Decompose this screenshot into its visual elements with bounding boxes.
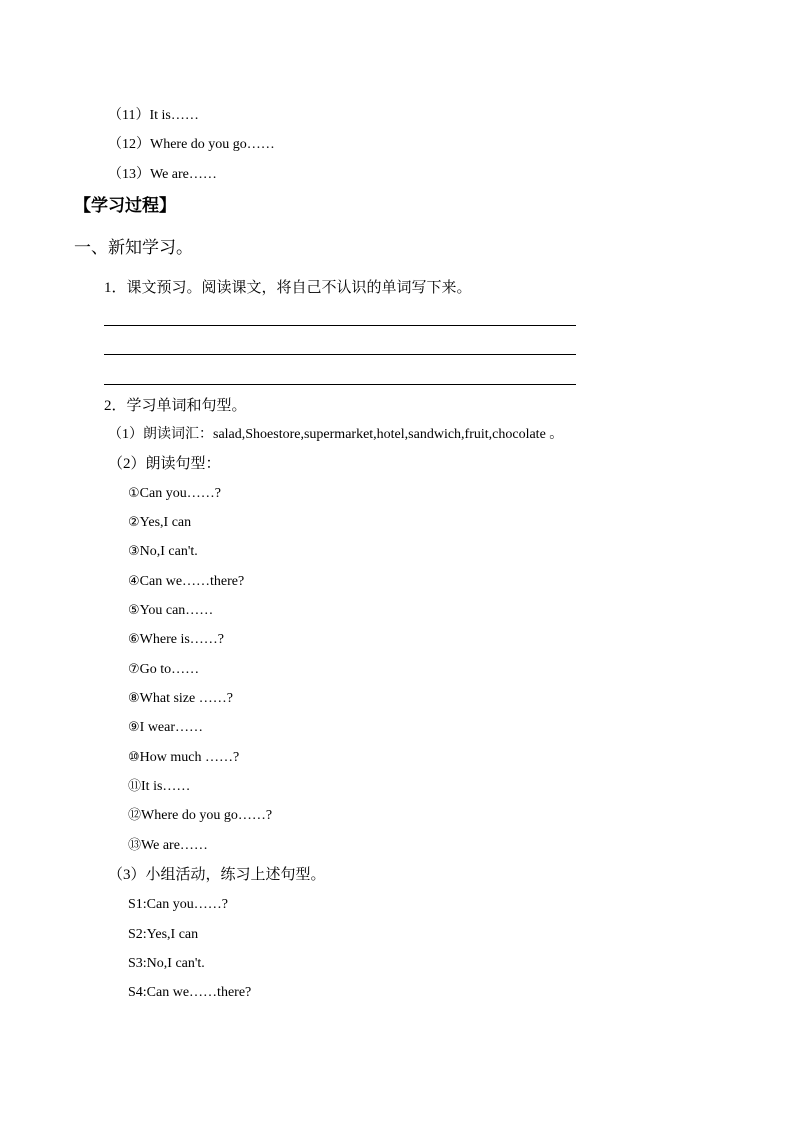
sentence-item: ⑧What size ……?	[128, 691, 233, 706]
dialogue-line: S1:Can you……?	[128, 897, 228, 912]
circled-number: ③	[128, 544, 140, 559]
section-one-title: 一、新知学习。	[74, 238, 193, 257]
dialogue-line: S4:Can we……there?	[128, 985, 252, 1000]
circled-number: ⑪	[128, 779, 142, 794]
sentence-item: ③No,I can't.	[128, 544, 198, 559]
sentence-item: ⑦Go to……	[128, 662, 200, 677]
dialogue-line: S2:Yes,I can	[128, 927, 199, 942]
top-list-item: （11）It is……	[108, 108, 199, 123]
circled-number: ⑥	[128, 632, 140, 647]
sub-1: （1）朗读词汇：salad,Shoestore,supermarket,hotel,sandwich,fruit,chocolate 。	[108, 427, 564, 442]
sentence-item: ⑫Where do you go……?	[128, 808, 273, 823]
item-1: 1．课文预习。阅读课文，将自己不认识的单词写下来。	[104, 280, 472, 296]
blank-line	[104, 325, 576, 326]
blank-line	[104, 354, 576, 355]
process-heading: 【学习过程】	[74, 196, 176, 215]
circled-number: ⑫	[128, 808, 142, 823]
dialogue-line: S3:No,I can't.	[128, 956, 205, 971]
top-list-item: （13）We are……	[108, 167, 217, 182]
sentence-item: ④Can we……there?	[128, 574, 245, 589]
sentence-item: ⑨I wear……	[128, 720, 204, 735]
item-2: 2．学习单词和句型。	[104, 398, 247, 414]
circled-number: ②	[128, 515, 140, 530]
sentence-item: ⑥Where is……?	[128, 632, 225, 647]
circled-number: ⑨	[128, 720, 140, 735]
circled-number: ④	[128, 574, 140, 589]
top-list-item: （12）Where do you go……	[108, 137, 275, 152]
sentence-item: ②Yes,I can	[128, 515, 192, 530]
sentence-item: ⑩How much ……?	[128, 750, 240, 765]
sentence-item: ⑤You can……	[128, 603, 214, 618]
circled-number: ⑩	[128, 750, 140, 765]
blank-line	[104, 384, 576, 385]
circled-number: ⑦	[128, 662, 140, 677]
circled-number: ⑬	[128, 838, 142, 853]
sub-2: （2）朗读句型：	[108, 456, 221, 472]
sub-3: （3）小组活动，练习上述句型。	[108, 867, 326, 883]
circled-number: ⑧	[128, 691, 140, 706]
circled-number: ①	[128, 486, 140, 501]
sentence-item: ①Can you……?	[128, 486, 221, 501]
sentence-item: ⑪It is……	[128, 779, 191, 794]
sentence-item: ⑬We are……	[128, 838, 208, 853]
circled-number: ⑤	[128, 603, 140, 618]
